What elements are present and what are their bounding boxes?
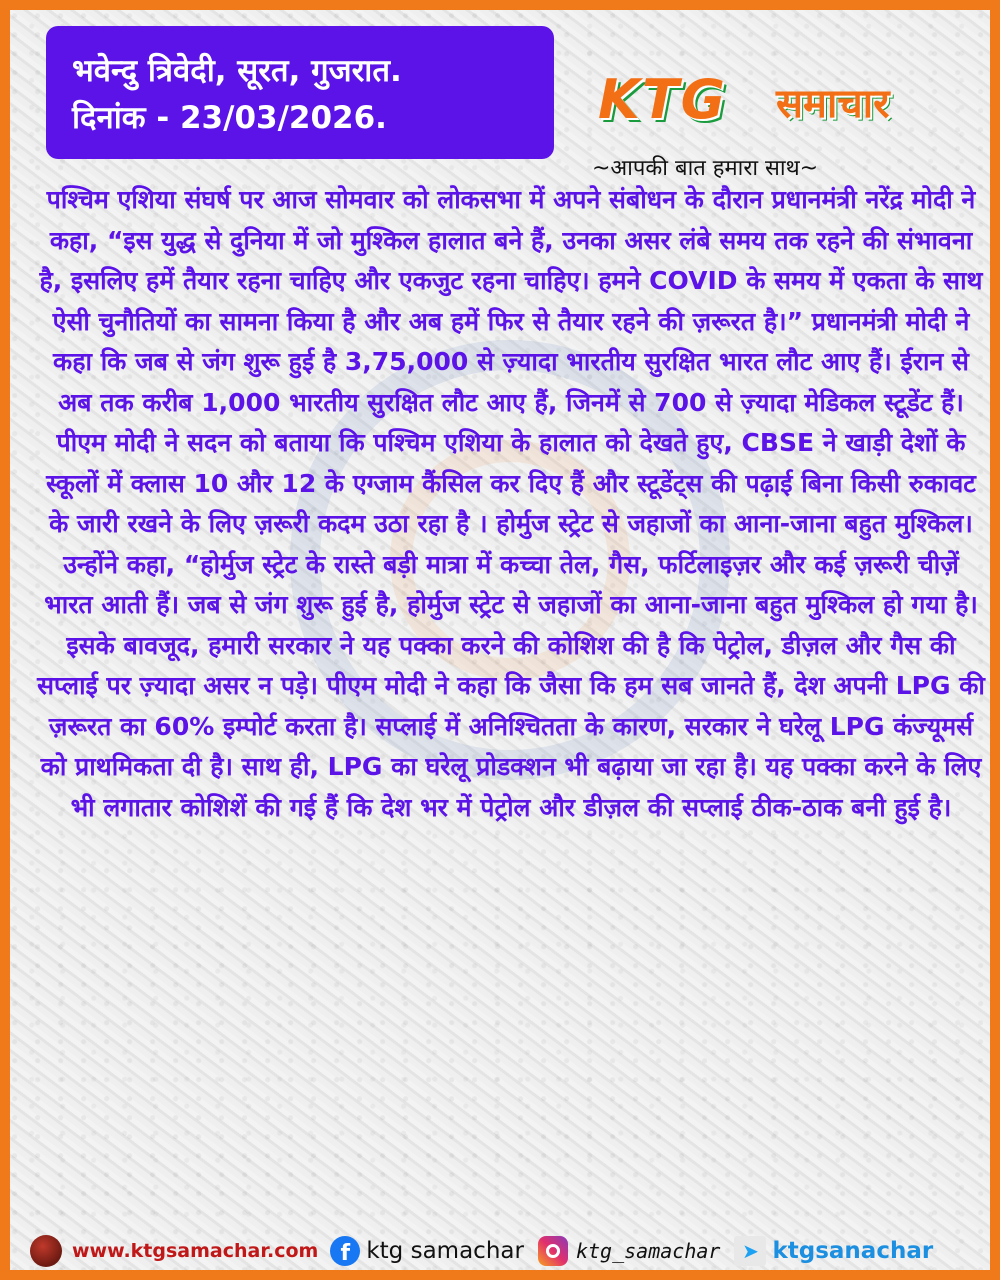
ktg-samachar-logo: [598, 68, 978, 138]
facebook-icon[interactable]: f: [330, 1236, 360, 1266]
website-link[interactable]: www.ktgsamachar.com: [72, 1240, 319, 1262]
news-article: [36, 180, 986, 1220]
logo-samachar-text: समाचार: [776, 81, 890, 127]
twitter-handle[interactable]: ktgsanachar: [772, 1238, 934, 1264]
logo-tagline: ~आपकी बात हमारा साथ~: [592, 156, 819, 181]
instagram-icon[interactable]: [538, 1236, 568, 1266]
byline-box: [46, 26, 554, 159]
article-body: पश्चिम एशिया संघर्ष पर आज सोमवार को लोकसभा में अपने संबोधन के दौरान प्रधानमंत्री नरेंद्र मोदी ने कहा, “इस युद्ध से दुनिया में जो मुश्किल हालात बने हैं, उनका असर लंबे समय तक रहने की संभावना है, इसलिए हमें तैयार रहना चाहिए और एकजुट रहना चाहिए। हमने COVID के समय में एकता के साथ ऐसी चुनौतियों का सामना किया है और अब हमें फिर से तैयार रहने की ज़रूरत है।” प्रधानमंत्री मोदी ने कहा कि जब से जंग शुरू हुई है 3,75,000 से ज़्यादा भारतीय सुरक्षित भारत लौट आए हैं। ईरान से अब तक करीब 1,000 भारतीय सुरक्षित लौट आए हैं, जिनमें से 700 से ज़्यादा मेडिकल स्टूडेंट हैं। पीएम मोदी ने सदन को बताया कि पश्चिम एशिया के हालात को देखते हुए, CBSE ने खाड़ी देशों के स्कूलों में क्लास 10 और 12 के एग्जाम कैंसिल कर दिए हैं और स्टूडेंट्स की पढ़ाई बिना किसी रुकावट के जारी रखने के लिए ज़रूरी कदम उठा रहा है । होर्मुज स्ट्रेट से जहाजों का आना-जाना बहुत मुश्किल। उन्होंने कहा, “होर्मुज स्ट्रेट के रास्ते बड़ी मात्रा में कच्चा तेल, गैस, फर्टिलाइज़र और कई ज़रूरी चीज़ें भारत आती हैं। जब से जंग शुरू हुई है, होर्मुज स्ट्रेट से जहाजों का आना-जाना बहुत मुश्किल हो गया है। इसके बावजूद, हमारी सरकार ने यह पक्का करने की कोशिश की है कि पेट्रोल, डीज़ल और गैस की सप्लाई पर ज़्यादा असर न पड़े। पीएम मोदी ने कहा कि जैसा कि हम सब जानते हैं, देश अपनी LPG की ज़रूरत का 60% इम्पोर्ट करता है। सप्लाई में अनिश्चितता के कारण, सरकार ने घरेलू LPG कंज्यूमर्स को प्राथमिकता दी है। साथ ही, LPG का घरेलू प्रोडक्शन भी बढ़ाया जा रहा है। यह पक्का करने के लिए भी लगातार कोशिशें की गई हैं कि देश भर में पेट्रोल और डीज़ल की सप्लाई ठीक-ठाक बनी हुई है।: [37, 185, 985, 822]
globe-icon: [30, 1235, 62, 1267]
twitter-icon[interactable]: ➤: [734, 1236, 766, 1266]
byline-author-location: भवेन्दु त्रिवेदी, सूरत, गुजरात.: [72, 53, 402, 89]
byline-date: दिनांक - 23/03/2026.: [72, 100, 387, 136]
logo-ktg-text: KTG: [598, 68, 728, 131]
facebook-handle[interactable]: ktg samachar: [366, 1238, 524, 1264]
social-footer: [20, 1222, 1000, 1280]
instagram-handle[interactable]: ktg_samachar: [575, 1239, 721, 1263]
